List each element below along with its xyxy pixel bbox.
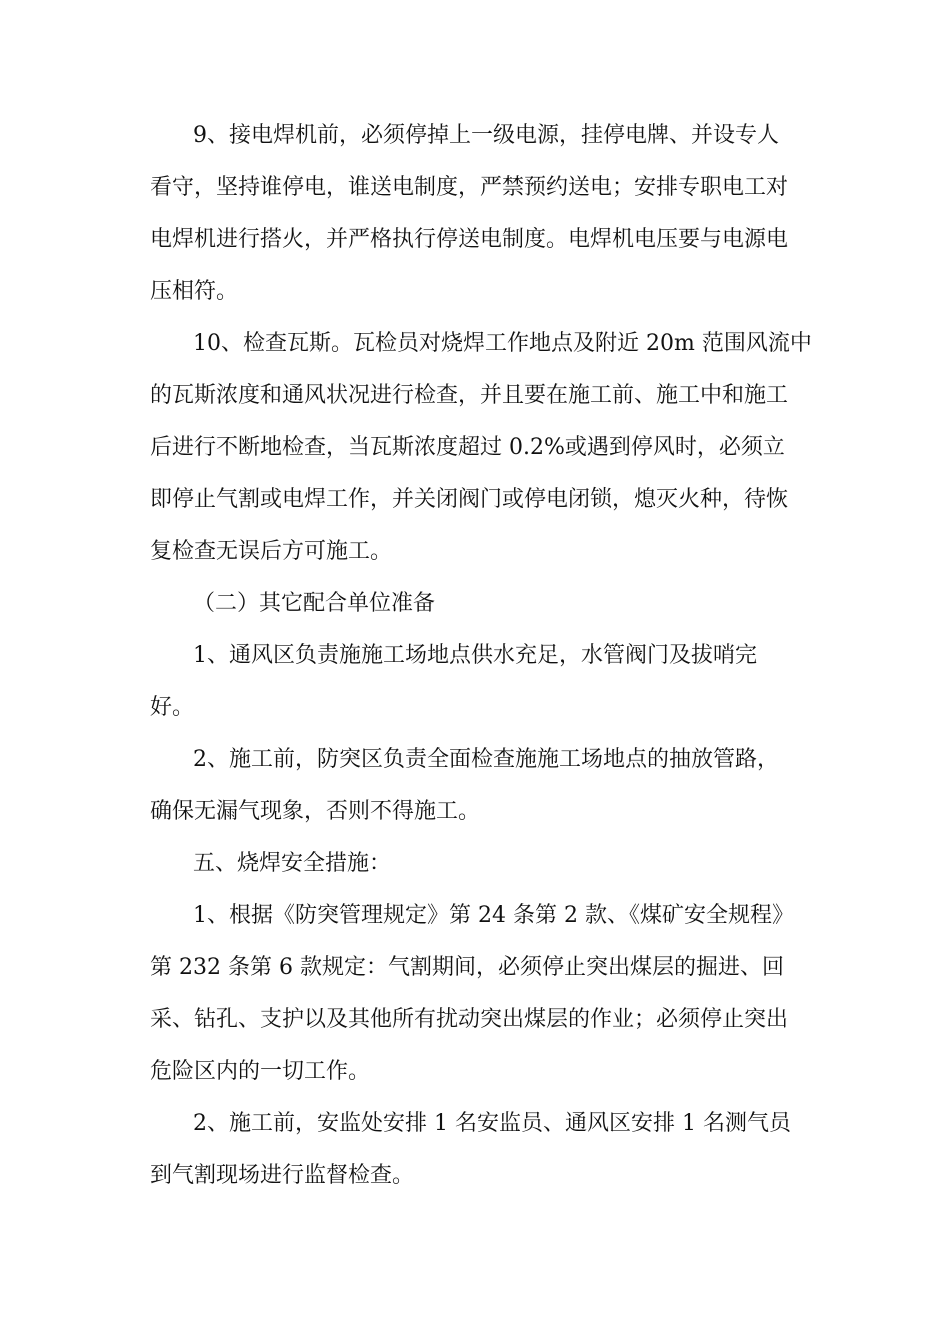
measure-1-line-3: 采、钻孔、支护以及其他所有扰动突出煤层的作业；必须停止突出 [150,1007,789,1032]
measure-2-line-2: 到气割现场进行监督检查。 [150,1163,415,1188]
paragraph-10-line-3: 后进行不断地检查，当瓦斯浓度超过 0.2%或遇到停风时，必须立 [150,435,785,460]
item-2-line-2: 确保无漏气现象，否则不得施工。 [150,799,481,824]
item-1-line-1: 1、通风区负责施施工场地点供水充足，水管阀门及拔哨完 [193,643,757,668]
paragraph-9-line-4: 压相符。 [150,279,239,304]
paragraph-10-line-4: 即停止气割或电焊工作，并关闭阀门或停电闭锁，熄灭火种，待恢 [150,487,789,512]
measure-1-line-1: 1、根据《防突管理规定》第 24 条第 2 款、《煤矿安全规程》 [193,903,794,928]
paragraph-9-line-2: 看守，坚持谁停电，谁送电制度，严禁预约送电；安排专职电工对 [150,175,789,200]
paragraph-10-line-2: 的瓦斯浓度和通风状况进行检查，并且要在施工前、施工中和施工 [150,383,789,408]
item-1-line-2: 好。 [150,695,195,720]
section-heading-safety-measures: 五、烧焊安全措施： [193,851,392,876]
paragraph-10-line-1: 10、检查瓦斯。瓦检员对烧焊工作地点及附近 20m 范围风流中 [193,331,812,356]
section-heading-other-units: （二）其它配合单位准备 [193,591,436,616]
item-2-line-1: 2、施工前，防突区负责全面检查施施工场地点的抽放管路， [193,747,779,772]
paragraph-9-line-3: 电焊机进行搭火，并严格执行停送电制度。电焊机电压要与电源电 [150,227,789,252]
paragraph-9-line-1: 9、接电焊机前，必须停掉上一级电源，挂停电牌、并设专人 [193,123,779,148]
measure-1-line-4: 危险区内的一切工作。 [150,1059,371,1084]
measure-1-line-2: 第 232 条第 6 款规定：气割期间，必须停止突出煤层的掘进、回 [150,955,784,980]
measure-2-line-1: 2、施工前，安监处安排 1 名安监员、通风区安排 1 名测气员 [193,1111,791,1136]
paragraph-10-line-5: 复检查无误后方可施工。 [150,539,393,564]
